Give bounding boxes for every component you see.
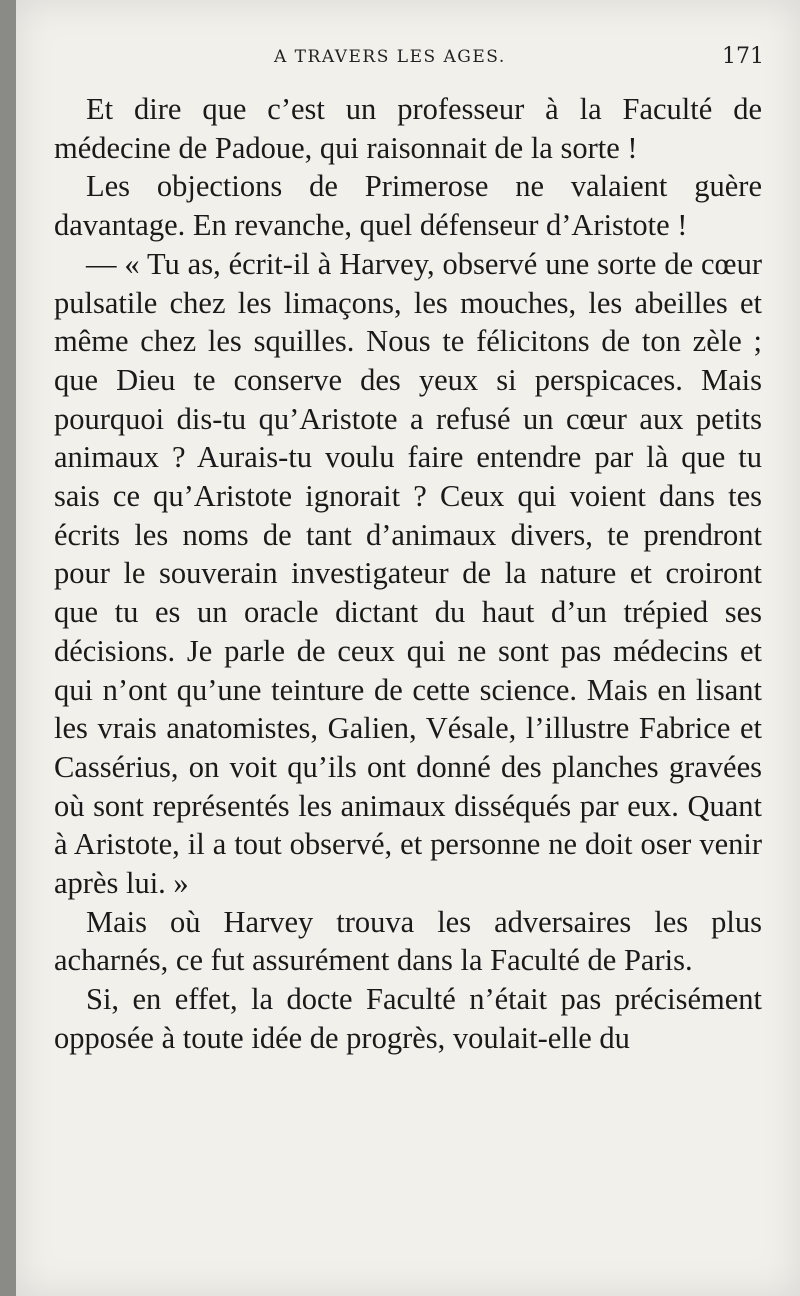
page-header [16,44,800,74]
running-title: A TRAVERS LES AGES. [274,47,506,67]
paragraph: Et dire que c’est un professeur à la Faculté de médecine de Padoue, qui raisonnait de la sorte ! [54,92,762,165]
paragraph: Mais où Harvey trouva les adversaires les plus acharnés, ce fut assurément dans la Faculté de Paris. [54,904,762,978]
page-number: 171 [722,44,764,69]
paragraph: Si, en effet, la docte Faculté n’était pas précisément opposée à toute idée de progrès, voulait-elle du [54,982,762,1055]
paragraph-quotation: — « Tu as, écrit-il à Harvey, observé une sorte de cœur pulsatile chez les limaçons, les mouches, les abeilles et même chez les squilles. Nous te félicitons de ton zèle ; que Dieu te conserve des yeux si perspicaces. Mais pourquoi dis-tu qu’Aristote a refusé un cœur aux petits animaux ? Aurais-tu voulu faire entendre par là que tu sais ce qu’Aristote ignorait ? Ceux qui voient dans tes écrits les noms de tant d’animaux divers, te prendront pour le souverain investigateur de la nature et croiront que tu es un oracle dictant du haut d’un trépied ses décisions. Je parle de ceux qui ne sont pas médecins et qui n’ont qu’une teinture de cette science. Mais en lisant les vrais anatomistes, Galien, Vésale, l’illustre Fabrice et Cassérius, on voit qu’ils ont donné des planches gravées où sont représentés les animaux disséqués par eux. Quant à Aristote, il a tout observé, et personne ne doit oser venir après lui. » [54,246,762,901]
body-text [54,90,762,1058]
book-page [16,0,800,1296]
paragraph: Les objections de Primerose ne valaient guère davantage. En revanche, quel défenseur d’Aristote ! [54,169,762,243]
